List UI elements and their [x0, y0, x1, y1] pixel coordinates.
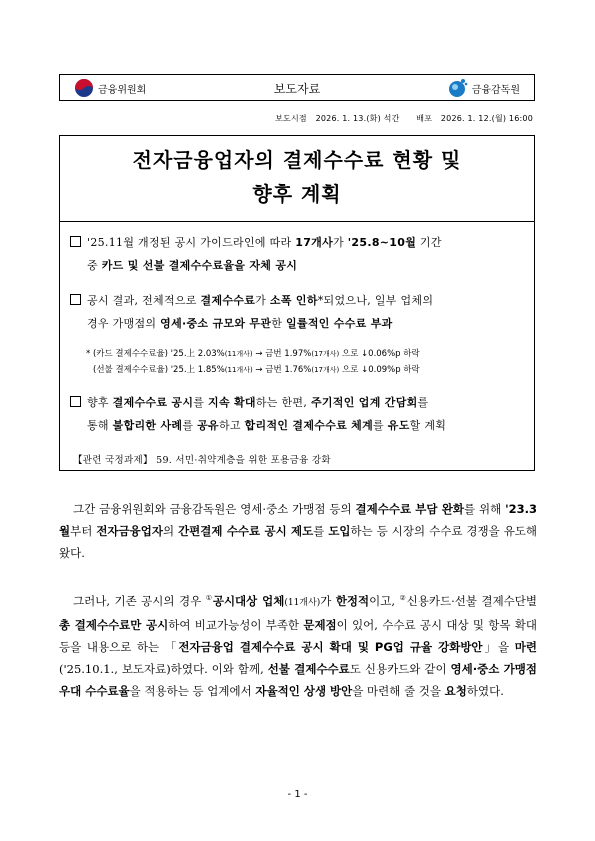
title-line-1: 전자금융업자의 결제수수료 현황 및 — [132, 148, 462, 172]
release-label: 보도시점 — [275, 114, 307, 123]
press-release-label: 보도자료 — [273, 82, 321, 96]
summary-bullet-2: 공시 결과, 전체적으로 결제수수료가 소폭 인하*되었으나, 일부 업체의 경우 가맹점의 영세·중소 규모와 무관한 일률적인 수수료 부과 — [70, 289, 530, 335]
fsc-name: 금융위원회 — [98, 84, 147, 96]
footnote-prepaid-rate: (선불 결제수수료율) '25.上 1.85%(11개사) → 금번 1.76%(17개사) 으로 ↓0.09%p 하락 — [93, 365, 420, 375]
summary-bullet-1: '25.11월 개정된 공시 가이드라인에 따라 17개사가 '25.8~10월 기간 중 카드 및 선불 결제수수료율을 자체 공시 — [70, 231, 530, 277]
fss-logo — [446, 77, 520, 99]
distribution-label: 배포 — [416, 114, 433, 123]
body-paragraph-1: 그간 금융위원회와 금융감독원은 영세·중소 가맹점 등의 결제수수료 부담 완화를 위해 '23.3월부터 전자금융업자의 간편결제 수수료 공시 제도를 도입하는 등 시장의 수수료 경쟁을 유도해 왔다. — [59, 502, 538, 560]
summary-bullet-3: 향후 결제수수료 공시를 지속 확대하는 한편, 주기적인 업계 간담회를 통해 불합리한 사례를 공유하고 합리적인 결제수수료 체계를 유도할 계획 — [70, 391, 530, 437]
body-paragraph-2: 그러나, 기존 공시의 경우 ①공시대상 업체(11개사)가 한정적이고, ②신용카드·선불 결제수단별 총 결제수수료만 공시하여 비교가능성이 부족한 문제점이 있어, 수수료 공시 대상 및 항목 확대 등을 내용으로 하는 「전자금융업 결제수수료 공시 확대 및 PG업 규율 강화방안」을 마련('25.10.1., 보도자료)하였다. 이와 함께, 선불 결제수수료도 신용카드와 같이 영세·중소 가맹점 우대 수수료율을 적용하는 등 업계에서 자율적인 상생 방안을 마련해 줄 것을 요청하였다. — [59, 593, 538, 698]
related-national-task: 【관련 국정과제】 59. 서민·취약계층을 위한 포용금융 강화 — [73, 455, 331, 466]
title-divider — [59, 221, 535, 222]
checkbox-icon — [70, 236, 81, 247]
page-title — [60, 143, 534, 211]
footnote-card-rate: * (카드 결제수수료율) '25.上 2.03%(11개사) → 금번 1.97%(17개사) 으로 ↓0.06%p 하락 — [86, 349, 420, 359]
distribution-value: 2026. 1. 12.(월) 16:00 — [440, 114, 533, 123]
release-info — [269, 113, 533, 124]
fss-name: 금융감독원 — [471, 84, 520, 96]
release-value: 2026. 1. 13.(화) 석간 — [315, 114, 400, 123]
press-header — [59, 74, 535, 101]
checkbox-icon — [70, 294, 81, 305]
page-number: - 1 - — [287, 789, 308, 800]
title-line-2: 향후 계획 — [252, 182, 342, 206]
fss-globe-icon — [446, 78, 468, 98]
checkbox-icon — [70, 396, 81, 407]
